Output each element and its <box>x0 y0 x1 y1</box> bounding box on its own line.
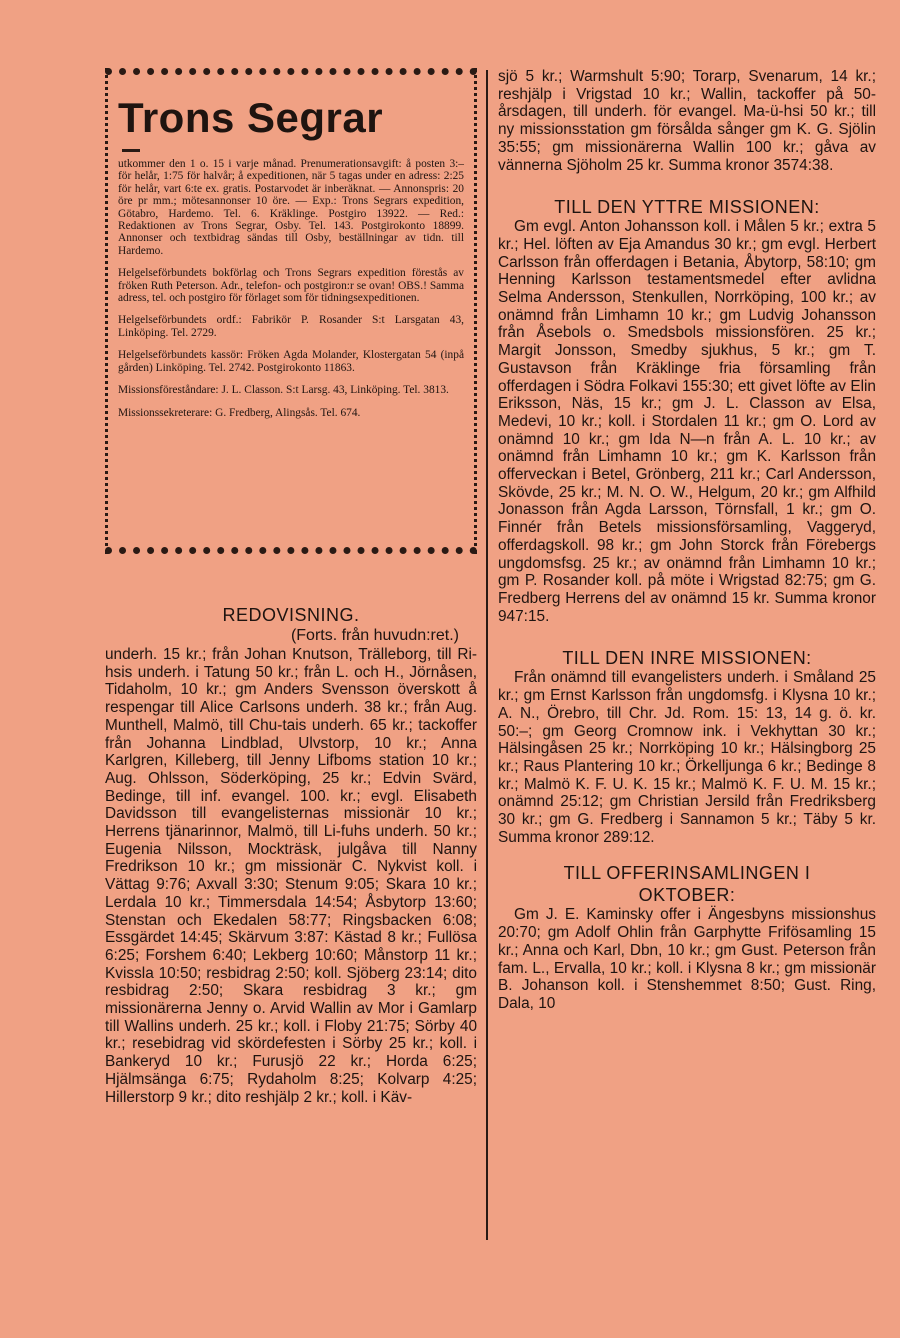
offerinsamling-text: Gm J. E. Kaminsky offer i Ängesbyns missionshus 20:70; gm Adolf Ohlin från Garphytte Frifösamling 15 kr.; Anna och Karl, Dbn, 10 kr.; gm Gust. Peterson från fam. L., Ervalla, 10 kr.; koll. i Klysna 8 kr.; gm missionär B. Johanson koll. i Stenshemmet 8:50; Gust. Ring, Dala, 10 <box>498 906 876 1012</box>
subscription-info: utkommer den 1 o. 15 i varje månad. Prenumerationsavgift: å posten 3:– för helår, 1:75 för halvår; å expeditionen, när 5 tagas under en adress: 2:25 för helår, vart 6:te ex. gratis. Postarvodet är inberäknat. — Annonspris: 20 öre pr mm.; mötesannonser 10 öre. — Exp.: Trons Segrars expedition, Götabro, Hardemo. Tel. 6. Kräklinge. Postgiro 13922. — Red.: Redaktionen av Trons Segrar, Osby. Tel. 143. Postgirokonto 18899. Annonser och textbidrag sändas till Osby, beställningar av tidn. till Hardemo. <box>118 158 464 257</box>
yttre-missionen-heading: TILL DEN YTTRE MISSIONEN: <box>554 197 820 218</box>
title-dash <box>122 149 140 152</box>
yttre-missionen-text: Gm evgl. Anton Johansson koll. i Målen 5 kr.; extra 5 kr.; Hel. löften av Eja Amandus 30 kr.; gm evgl. Herbert Carlsson från offerdagen i Betania, Åbytorp, 58:10; gm Henning Karlsson testamentsmedel efter avlidna Selma Andersson, Stenkullen, Norrköping, 100 kr.; av onämnd från Limhamn 10 kr.; gm Ludvig Johansson från Åsebols o. Smedsbols missionsfören. 25 kr.; Margit Jonsson, Smedby sjukhus, 5 kr.; gm T. Gustavson från Kräklinge fria församling från offerdagen i Södra Folkavi 155:30; ett givet löfte av Elin Eriksson, Näs, 15 kr.; gm J. L. Classon av Elsa, Medevi, 10 kr.; koll. i Stordalen 11 kr.; gm O. Lord av onämnd 10 kr.; gm Ida N—n från A. L. 10 kr.; av onämnd från Limhamn 10 kr.; gm K. Karlsson från offerveckan i Betel, Grönberg, 211 kr.; Carl Andersson, Skövde, 25 kr.; M. N. O. W., Helgum, 20 kr.; gm Alfhild Jonasson från Agda Larsson, Törnsfall, 1 kr.; gm O. Finnér från Betels missionsförsamling, Vaggeryd, offerdagskoll. 98 kr.; gm John Storck från Förebergs ungdomsfsg. 25 kr.; av onämnd från Limhamn 10 kr.; gm P. Rosander koll. på möte i Wrigstad 82:75; gm G. Fredberg Herrens del av onämnd 15 kr. Summa kronor 947:15. <box>498 218 876 625</box>
redovisning-heading: REDOVISNING. <box>222 605 360 625</box>
masthead-box <box>105 68 477 554</box>
publication-title: Trons Segrar <box>118 94 384 141</box>
left-column <box>105 68 477 1106</box>
right-column <box>498 68 876 1013</box>
treasurer-info: Helgelseförbundets kassör: Fröken Agda Molander, Klostergatan 54 (inpå gården) Linköping. Tel. 2742. Postgirokonto 11863. <box>118 349 464 374</box>
redovisning-text: underh. 15 kr.; från Johan Knutson, Trälleborg, till Ri-hsis underh. i Tatung 50 kr.; från L. och H., Jörnåsen, Tidaholm, 10 kr.; gm Anders Svensson överskott å respengar till Alice Carlsons underh. 38 kr.; från Aug. Munthell, Malmö, till Chu-tais underh. 65 kr.; tackoffer från Johanna Lindblad, Ulvstorp, 10 kr.; Anna Karlgren, Killeberg, till Jenny Lifboms station 10 kr.; Aug. Ohlsson, Söderköping, 25 kr.; Edvin Svärd, Bedinge, till inf. evangel. 100. kr.; evgl. Elisabeth Davidsson till evangelisternas missionär 10 kr.; Herrens tjänarinnor, Malmö, till Li-fuhs underh. 50 kr.; Eugenia Nilsson, Mockträsk, julgåva till Nanny Fredrikson 10 kr.; gm missionär C. Nykvist koll. i Vättag 9:76; Axvall 3:30; Stenum 9:05; Skara 10 kr.; Lerdala 10 kr.; Timmersdala 14:54; Åsbytorp 13:60; Stenstan och Ekedalen 58:77; Ringsbacken 6:08; Essgärdet 14:45; Skärvum 3:87: Kästad 8 kr.; Fullösa 6:25; Forshem 6:40; Lekberg 10:60; Månstorp 11 kr.; Kvissla 10:50; resbidrag 2:50; koll. Sjöberg 23:14; dito resbidrag 2:50; Skara resbidrag 3 kr.; gm missionärerna Jenny o. Arvid Wallin av Mor i Gamlarp till Wallins underh. 25 kr.; koll. i Floby 21:75; Sörby 40 kr.; resebidrag vid skördefesten i Sörby 25 kr.; koll. i Bankeryd 10 kr.; Furusjö 22 kr.; Horda 6:25; Hjälmsänga 6:75; Rydaholm 8:25; Kolvarp 4:25; Hillerstorp 9 kr.; dito reshjälp 2 kr.; koll. i Käv- <box>105 646 477 1106</box>
continuation-text: sjö 5 kr.; Warmshult 5:90; Torarp, Svenarum, 14 kr.; reshjälp i Vrigstad 10 kr.; Wallin, tackoffer på 50-årsdagen, till underh. för evangel. Ma-ü-hsi 50 kr.; till ny missionsstation gm försålda sånger gm K. G. Sjölin 35:55; gm missionärerna Wallin 100 kr.; gåva av vännerna Sjöholm 25 kr. Summa kronor 3574:38. <box>498 68 876 174</box>
mission-secretary-info: Missionssekreterare: G. Fredberg, Alingsås. Tel. 674. <box>118 406 361 419</box>
redovisning-subheading: (Forts. från huvudn:ret.) <box>290 627 459 644</box>
offerinsamling-heading: TILL OFFERINSAMLINGEN I OKTOBER: <box>563 863 811 906</box>
inre-missionen-heading: TILL DEN INRE MISSIONEN: <box>562 648 812 669</box>
bokforlag-info: Helgelseförbundets bokförlag och Trons Segrars expedition förestås av fröken Ruth Peterson. Adr., telefon- och postgiron:r se ovan! OBS.! Samma adress, tel. och postgiro för förlaget som för tidningsexpeditionen. <box>118 267 464 305</box>
column-divider <box>486 70 488 1240</box>
inre-missionen-text: Från onämnd till evangelisters underh. i Småland 25 kr.; gm Ernst Karlsson från ungdomsfg. i Klysna 10 kr.; A. N., Örebro, till Chr. Jd. Rom. 15: 13, 14 g. ö. kr. 50:–; gm Georg Cromnow ink. i Vekhyttan 30 kr.; Hälsingåsen 25 kr.; Norrköping 10 kr.; Hälsingborg 25 kr.; Raus Plantering 10 kr.; Örkelljunga 6 kr.; Bedinge 8 kr.; Malmö K. F. U. K. 15 kr.; Malmö K. F. U. M. 15 kr.; onämnd 25:12; gm Christian Jersild från Fredriksberg 30 kr.; gm G. Fredberg i Sannamon 5 kr.; Täby 5 kr. Summa kronor 289:12. <box>498 669 876 846</box>
mission-director-info: Missionsföreståndare: J. L. Classon. S:t Larsg. 43, Linköping. Tel. 3813. <box>118 384 449 397</box>
chairman-info: Helgelseförbundets ordf.: Fabrikör P. Rosander S:t Larsgatan 43, Linköping. Tel. 2729. <box>118 314 464 339</box>
